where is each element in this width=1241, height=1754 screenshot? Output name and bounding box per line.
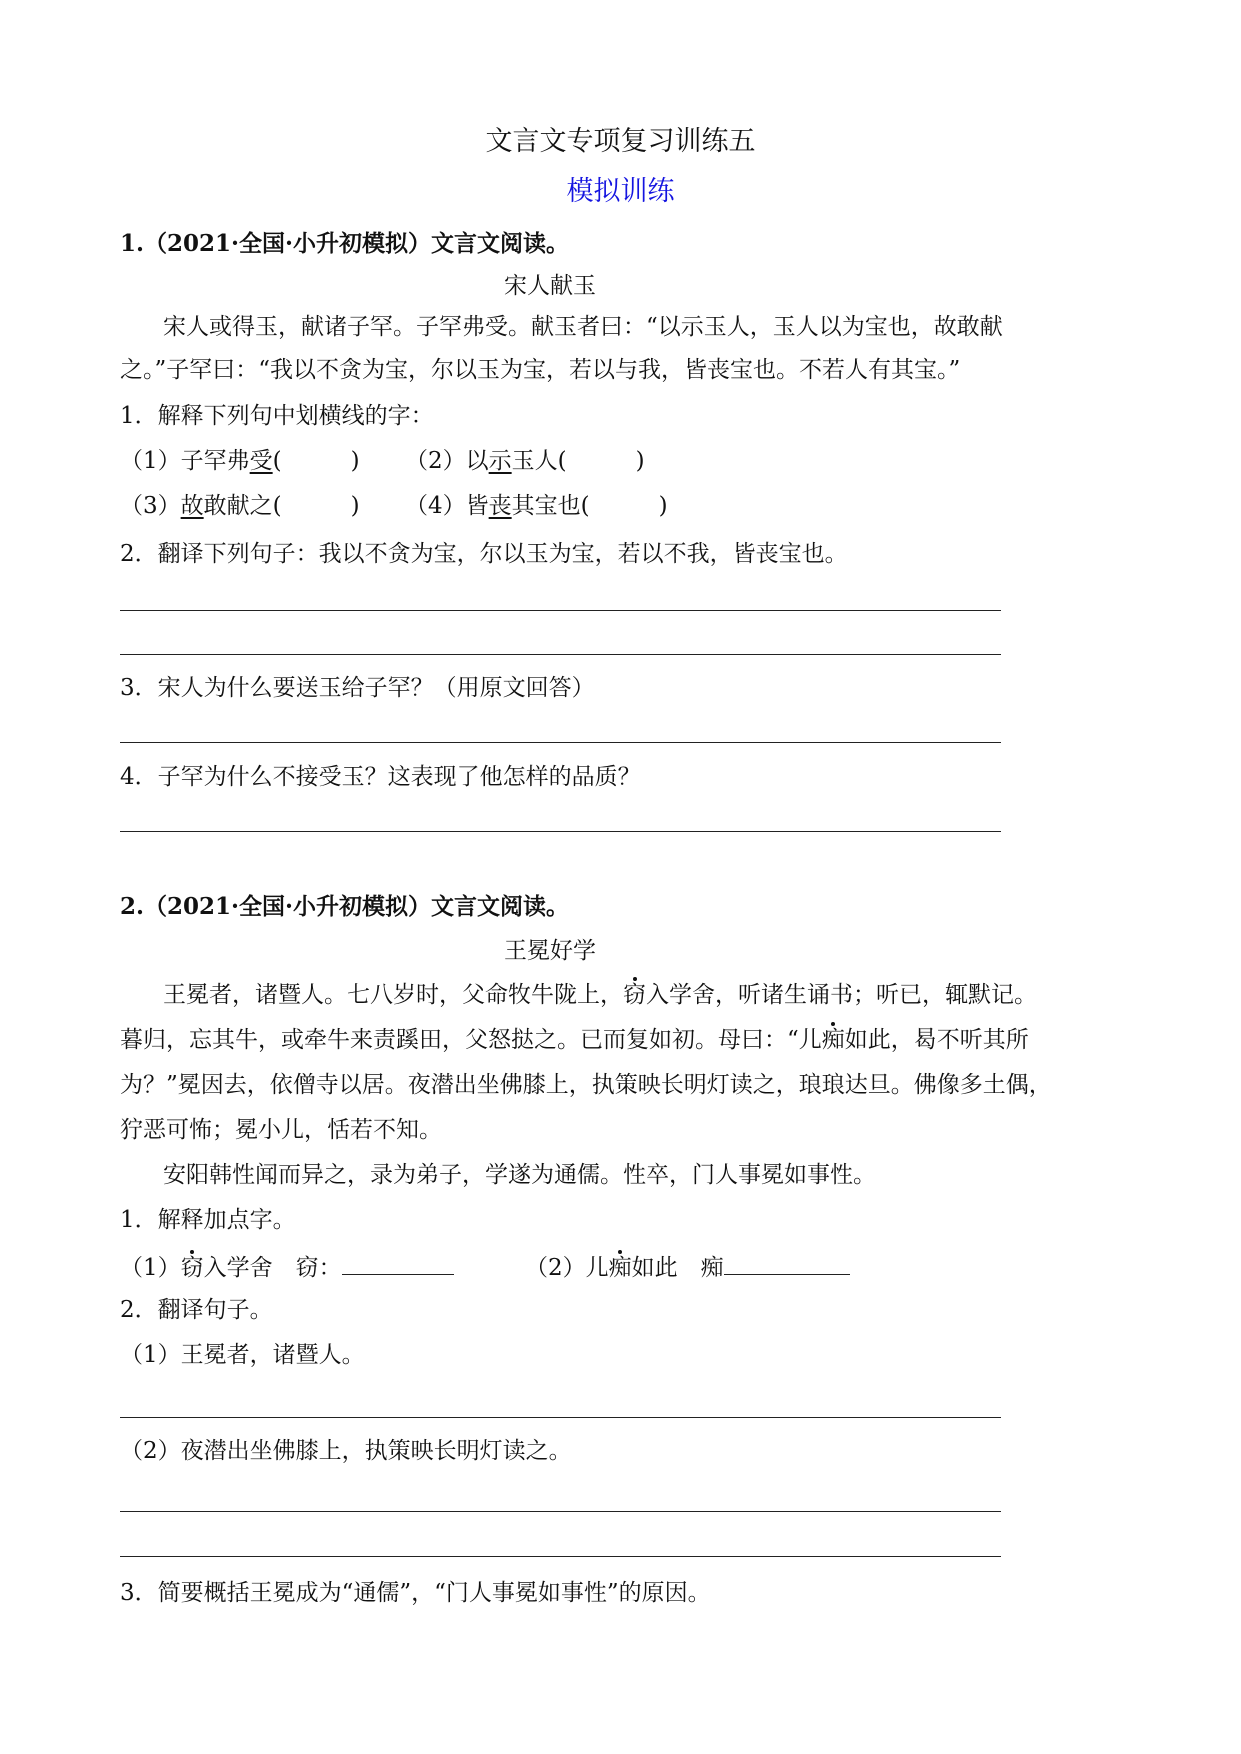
- q1-item4-answer-slot[interactable]: 其宝也( ): [511, 493, 668, 519]
- page-subtitle: 模拟训练: [566, 176, 675, 207]
- q2-p1-text-a: 王冕者，诸暨人。七八岁时，父命牧牛陇上，: [163, 982, 623, 1008]
- q1-sub3-prompt: 3．宋人为什么要送玉给子罕？（用原文回答）: [120, 675, 595, 701]
- q1-item4-pre: （4）皆: [405, 493, 489, 519]
- q2-item1-answer-blank[interactable]: [342, 1250, 454, 1275]
- q1-item2-answer-slot[interactable]: 玉人( ): [511, 448, 645, 474]
- q1-sub4-answer-line[interactable]: [120, 831, 1001, 832]
- q1-item2-underlined: 示: [488, 448, 512, 474]
- q1-item1-answer-slot[interactable]: ( ): [272, 448, 360, 474]
- q1-sub2-answer-line-1[interactable]: [120, 610, 1001, 611]
- q2-item2-answer-blank[interactable]: [724, 1250, 850, 1275]
- q2-item1-pre: （1）: [120, 1255, 181, 1281]
- q2-sub2-item-2: （2）夜潜出坐佛膝上，执策映长明灯读之。: [120, 1438, 572, 1464]
- q2-sub3-prompt: 3．简要概括王冕成为“通儒”，“门人事冕如事性”的原因。: [120, 1580, 711, 1606]
- q2-passage-line-1: [163, 980, 1037, 1010]
- q2-sub2-item2-answer-line-2[interactable]: [120, 1556, 1001, 1557]
- q2-passage-title: 王冕好学: [504, 938, 596, 964]
- question-1-header: 1.（2021·全国·小升初模拟）文言文阅读。: [120, 230, 570, 257]
- q2-p1-dotted-char: 窃: [623, 982, 646, 1008]
- q2-p1-text-b: 入学舍，听诸生诵书；听已，辄默记。: [646, 982, 1037, 1008]
- q2-sub2-item1-answer-line[interactable]: [120, 1417, 1001, 1418]
- q2-p2-text-a: 暮归，忘其牛，或牵牛来责蹊田，父怒挞之。已而复如初。母曰：“儿: [120, 1027, 822, 1053]
- q1-sub1-prompt: 1．解释下列句中划横线的字：: [120, 403, 434, 429]
- q1-sub1-item-2: [405, 446, 645, 476]
- q1-passage-line-2: 之。”子罕曰：“我以不贪为宝，尔以玉为宝，若以与我，皆丧宝也。不若人有其宝。”: [120, 357, 961, 383]
- q2-passage-line-4: 狞恶可怖；冕小儿，恬若不知。: [120, 1117, 442, 1143]
- q2-item1-label: 入学舍 窃：: [203, 1255, 342, 1281]
- question-2-header: 2.（2021·全国·小升初模拟）文言文阅读。: [120, 893, 570, 920]
- q2-sub2-item2-answer-line-1[interactable]: [120, 1511, 1001, 1512]
- q1-item1-pre: （1）子罕弗: [120, 448, 250, 474]
- q1-sub2-prompt: 2．翻译下列句子：我以不贪为宝，尔以玉为宝，若以不我，皆丧宝也。: [120, 541, 848, 567]
- q1-item3-underlined: 故: [180, 493, 204, 519]
- q1-item4-underlined: 丧: [488, 493, 512, 519]
- q2-item2-dotted-char: 痴: [608, 1255, 632, 1281]
- q1-sub1-item-4: [405, 491, 668, 521]
- page-title: 文言文专项复习训练五: [485, 126, 756, 157]
- q1-item3-answer-slot[interactable]: 敢献之( ): [203, 493, 360, 519]
- q2-sub1-item-2: [525, 1250, 850, 1283]
- q1-item3-pre: （3）: [120, 493, 181, 519]
- q2-item1-dotted-char: 窃: [180, 1255, 204, 1281]
- q1-passage-line-1: 宋人或得玉，献诸子罕。子罕弗受。献玉者曰：“以示玉人，玉人以为宝也，故敢献: [163, 314, 1003, 340]
- q1-sub3-answer-line[interactable]: [120, 742, 1001, 743]
- q2-item2-pre: （2）儿: [525, 1255, 609, 1281]
- q2-passage-line-2: [120, 1025, 1029, 1055]
- q2-sub1-prompt: 1．解释加点字。: [120, 1207, 296, 1233]
- q1-item2-pre: （2）以: [405, 448, 489, 474]
- q2-p2-text-b: 如此，曷不听其所: [844, 1027, 1029, 1053]
- q1-sub2-answer-line-2[interactable]: [120, 654, 1001, 655]
- q2-passage-line-5: 安阳韩性闻而异之，录为弟子，学遂为通儒。性卒，门人事冕如事性。: [163, 1162, 876, 1188]
- q2-item2-label: 如此 痴: [631, 1255, 724, 1281]
- q1-item1-underlined: 受: [249, 448, 273, 474]
- q2-p2-dotted-char: 痴: [821, 1027, 845, 1053]
- q2-sub2-item-1: （1）王冕者，诸暨人。: [120, 1342, 365, 1368]
- q1-sub1-item-1: [120, 446, 360, 476]
- q1-passage-title: 宋人献玉: [504, 273, 596, 299]
- q2-passage-line-3: 为？”冕因去，依僧寺以居。夜潜出坐佛膝上，执策映长明灯读之，琅琅达旦。佛像多土偶，: [120, 1072, 1052, 1098]
- q1-sub1-item-3: [120, 491, 360, 521]
- q2-sub2-prompt: 2．翻译句子。: [120, 1297, 273, 1323]
- q1-sub4-prompt: 4．子罕为什么不接受玉？这表现了他怎样的品质？: [120, 764, 641, 790]
- q2-sub1-item-1: [120, 1250, 454, 1283]
